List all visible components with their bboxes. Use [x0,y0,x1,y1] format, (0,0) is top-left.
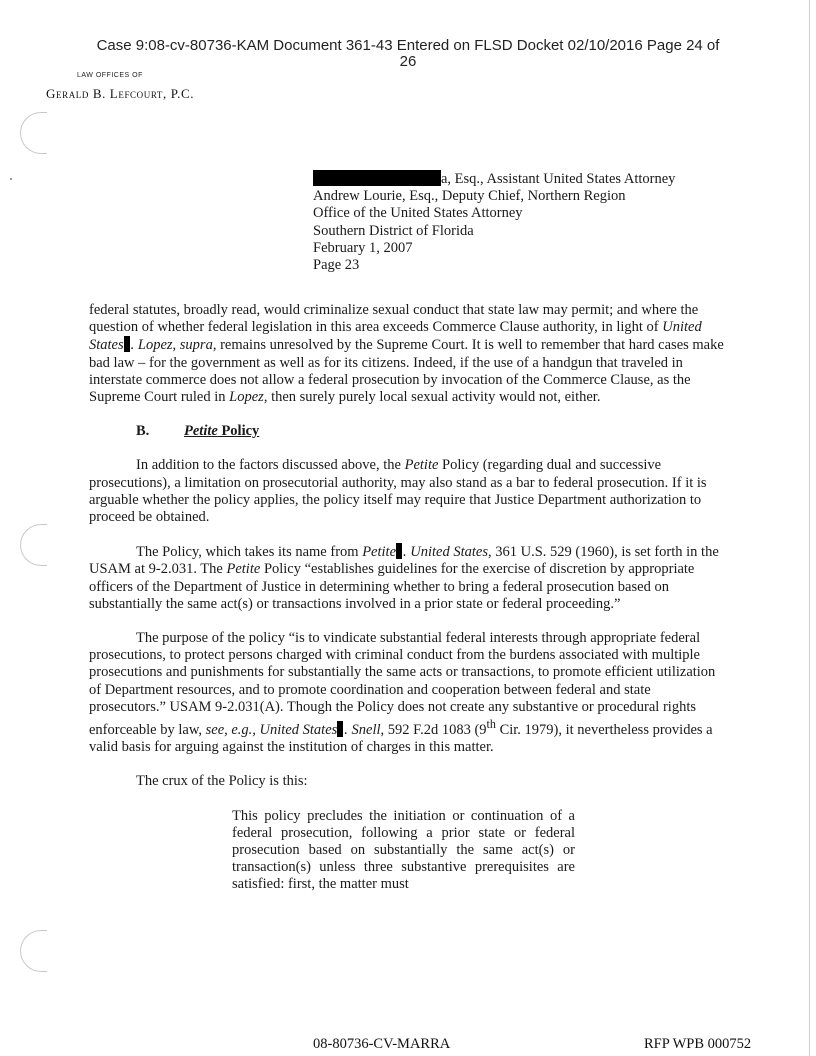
scan-speck [10,178,12,180]
addressee-block [313,170,733,274]
redaction-bar [124,336,130,352]
docket-header-line2: 26 [399,53,417,70]
redaction-bar [337,721,343,737]
paragraph: The crux of the Policy is this: [136,773,308,790]
binder-hole-mark [20,112,47,154]
footer-case-number: 08-80736-CV-MARRA [313,1036,451,1052]
page-edge [809,0,810,1056]
block-quote: This policy precludes the initiation or continuation of a federal prosecution, following a prior state or federal prosecution based on substantially the same act(s) or transaction(s) unless three substantive prerequisites are satisfied: first, the matter must [232,807,575,893]
section-heading: B. Petite Policy [136,423,260,440]
redaction-bar [396,543,402,559]
paragraph: federal statutes, broadly read, would criminalize sexual conduct that state law may permit; and where the question of whether federal legislation in this area exceeds Commerce Clause authority, in light of United States . Lopez, supra, remains unresolved by the Supreme Court. It is well to remember that hard cases make bad law – for the government as well as for its citizens. Indeed, if the use of a handgun that traveled in interstate commerce does not allow a federal prosecution by invocation of the Commerce Clause, as the Supreme Court ruled in Lopez, then surely purely local sexual activity would not, either. [89,302,724,406]
letterhead-firm-name: Gerald B. Lefcourt, P.C. [46,86,195,101]
addressee-line3: Office of the United States Attorney [313,205,523,222]
redaction-bar [313,170,441,186]
paragraph: The purpose of the policy “is to vindicate substantial federal interests through appropriate federal prosecutions, to protect persons charged with criminal conduct from the burdens associated with multiple prosecutions and punishments for substantially the same acts or transactions, to promote efficient utilization of Department resources, and to promote coordination and cooperation between federal and state prosecutors.” USAM 9-2.031(A). Though the Policy does not create any substantive or procedural rights enforceable by law, see, e.g., United States . Snell, 592 F.2d 1083 (9th Cir. 1979), it nevertheless provides a valid basis for arguing against the institution of charges in this matter. [89,630,716,756]
paragraph: In addition to the factors discussed above, the Petite Policy (regarding dual and successive prosecutions), a limitation on prosecutorial authority, may also stand as a bar to federal prosecution. If it is arguable whether the policy applies, the policy itself may require that Justice Department authorization to proceed be obtained. [89,457,707,526]
page-number: Page 23 [313,257,360,274]
docket-header-line1: Case 9:08-cv-80736-KAM Document 361-43 Entered on FLSD Docket 02/10/2016 Page 24 of [96,37,720,54]
addressee-line4: Southern District of Florida [313,222,474,239]
paragraph: The Policy, which takes its name from Petite . United States, 361 U.S. 529 (1960), is set forth in the USAM at 9-2.031. The Petite Policy “establishes guidelines for the exercise of discretion by appropriate officers of the Department of Justice in determining whether to bring a federal prosecution based on substantially the same act(s) or transactions involved in a prior state or federal proceeding.” [89,544,719,612]
addressee-line2: Andrew Lourie, Esq., Deputy Chief, Northern Region [313,188,626,205]
letter-body [89,302,729,894]
addressee-line1: a, Esq., Assistant United States Attorney [313,170,733,188]
letter-date: February 1, 2007 [313,239,413,256]
docket-header [0,38,816,70]
footer-bates-number: RFP WPB 000752 [644,1036,752,1052]
letterhead-small: LAW OFFICES OF [77,72,143,79]
binder-hole-mark [20,930,47,972]
binder-hole-mark [20,524,47,566]
